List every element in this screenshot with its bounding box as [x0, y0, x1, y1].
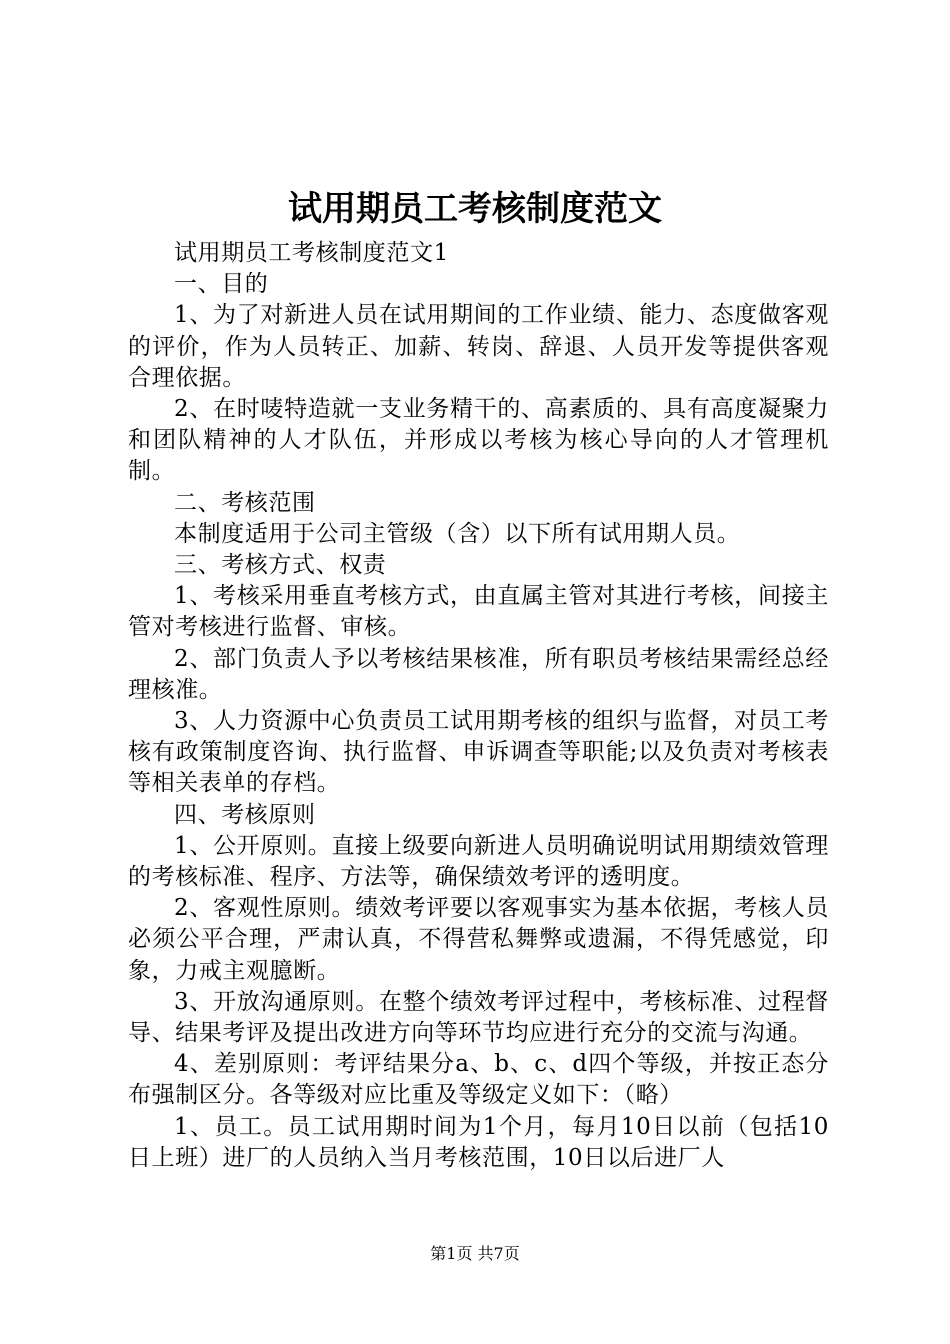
document-title: 试用期员工考核制度范文	[288, 189, 662, 229]
section-heading-purpose: 一、目的	[174, 271, 269, 298]
paragraph: 4、差别原则：考评结果分a、b、c、d四个等级，并按正态分布强制区分。各等级对应比重及等级定义如下：（略）	[128, 1051, 829, 1109]
paragraph: 1、考核采用垂直考核方式，由直属主管对其进行考核，间接主管对考核进行监督、审核。	[128, 583, 829, 641]
paragraph: 2、部门负责人予以考核结果核准，所有职员考核结果需经总经理核准。	[128, 645, 829, 703]
section-heading-method: 三、考核方式、权责	[174, 552, 387, 579]
paragraph: 1、员工。员工试用期时间为1个月，每月10日以前（包括10日上班）进厂的人员纳入当月考核范围，10日以后进厂人	[128, 1113, 829, 1171]
section-heading-principles: 四、考核原则	[174, 801, 316, 828]
section-heading-scope: 二、考核范围	[174, 489, 316, 516]
paragraph: 3、人力资源中心负责员工试用期考核的组织与监督，对员工考核有政策制度咨询、执行监督、申诉调查等职能;以及负责对考核表等相关表单的存档。	[128, 708, 829, 797]
paragraph-heading: 试用期员工考核制度范文1	[174, 240, 449, 266]
paragraph: 2、客观性原则。绩效考评要以客观事实为基本依据，考核人员必须公平合理，严肃认真，不得营私舞弊或遗漏，不得凭感觉，印象，力戒主观臆断。	[128, 895, 829, 984]
document-body	[128, 238, 829, 1174]
paragraph: 本制度适用于公司主管级（含）以下所有试用期人员。	[174, 520, 741, 547]
paragraph: 2、在时唛特造就一支业务精干的、高素质的、具有高度凝聚力和团队精神的人才队伍，并形成以考核为核心导向的人才管理机制。	[128, 396, 829, 485]
paragraph: 1、公开原则。直接上级要向新进人员明确说明试用期绩效管理的考核标准、程序、方法等，确保绩效考评的透明度。	[128, 832, 829, 891]
paragraph: 3、开放沟通原则。在整个绩效考评过程中，考核标准、过程督导、结果考评及提出改进方向等环节均应进行充分的交流与沟通。	[128, 988, 829, 1047]
paragraph: 1、为了对新进人员在试用期间的工作业绩、能力、态度做客观的评价，作为人员转正、加薪、转岗、辞退、人员开发等提供客观合理依据。	[128, 302, 829, 391]
page-indicator: 第1页 共7页	[430, 1244, 520, 1263]
